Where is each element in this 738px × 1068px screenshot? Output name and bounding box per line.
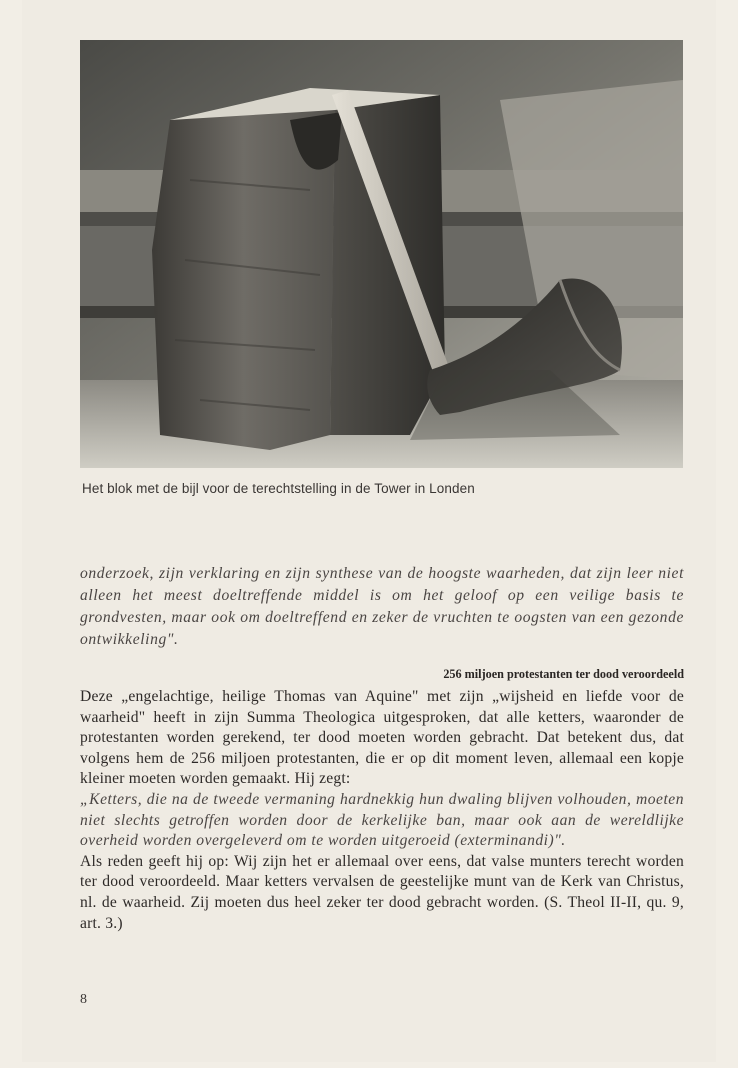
block-and-axe-photo: [80, 40, 683, 468]
paragraph-2: Als reden geeft hij op: Wij zijn het er allemaal over eens, dat valse munters terecht worden ter dood veroordeeld. Maar ketters vervalsen de geestelijke munt van de Kerk van Christus, nl. de waarheid. Zij moeten dus heel zeker ter dood gebracht worden. (S. Theol II-II, qu. 9, art. 3.): [80, 852, 684, 932]
section-heading: 256 miljoen protestanten ter dood veroordeeld: [443, 667, 684, 681]
intro-italic-paragraph: onderzoek, zijn verklaring en zijn synthese van de hoogste waarheden, dat zijn leer niet alleen het meest doeltreffende middel is om het geloof op een veilige basis te grondvesten, maar ook om doeltreffend en zeker de vruchten te oogsten van een gezonde ontwikkeling".: [80, 565, 684, 648]
body-text: [80, 687, 684, 934]
quote-paragraph: „Ketters, die na de tweede vermaning hardnekkig hun dwaling blijven volhouden, moeten niet slechts getroffen worden door de kerkelijke ban, maar ook aan de wereldlijke overheid worden overgeleverd om te worden uitgeroeid (exterminandi)".: [80, 790, 684, 850]
page-number: 8: [80, 992, 87, 1007]
photo-caption: Het blok met de bijl voor de terechtstelling in de Tower in Londen: [82, 481, 475, 496]
paragraph-1: Deze „engelachtige, heilige Thomas van Aquine" met zijn „wijsheid en liefde voor de waarheid" heeft in zijn Summa Theologica uitgesproken, dat alle ketters, waaronder de protestanten worden gerekend, ter dood moeten worden gebracht. Dat betekent dus, dat volgens hem de 256 miljoen protestanten, die er op dit moment leven, allemaal een kopje kleiner moeten worden gemaakt. Hij zegt:: [80, 688, 684, 788]
photo-illustration: [80, 40, 683, 468]
